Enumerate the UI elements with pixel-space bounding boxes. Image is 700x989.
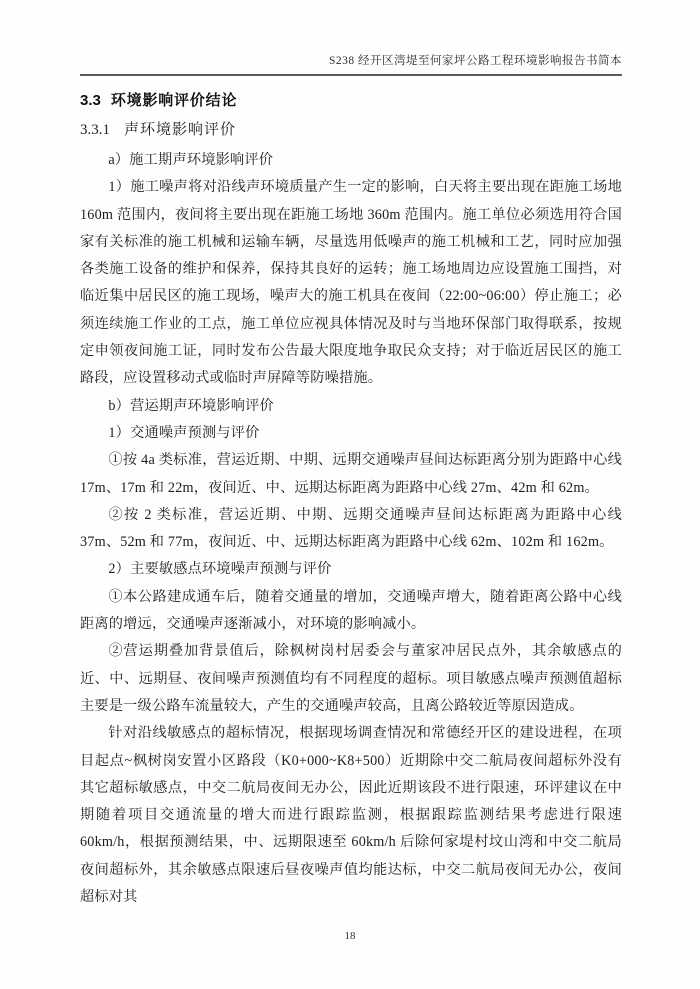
subsection-number: 3.3.1 <box>80 122 110 138</box>
paragraph: 2）主要敏感点环境噪声预测与评价 <box>108 561 332 578</box>
subsection-heading <box>80 119 622 141</box>
header-rule <box>80 74 622 76</box>
page-number: 18 <box>344 930 356 942</box>
paragraph: 1）施工噪声将对沿线声环境质量产生一定的影响，白天将主要出现在距施工场地 160m 范围内，夜间将主要出现在距施工场地 360m 范围内。施工单位必须选用符合国家有关标准的施工机械和运输车辆，尽量选用低噪声的施工机械和工艺，同时应加强各类施工设备的维护和保养，保持其良好的运转；施工场地周边应设置施工围挡，对临近集中居民区的施工现场，噪声大的施工机具在夜间（22:00~06:00）停止施工；必须连续施工作业的工点，施工单位应视具体情况及时与当地环保部门取得联系，按规定申领夜间施工证，同时发布公告最大限度地争取民众支持；对于临近居民区的施工路段，应设置移动式或临时声屏障等防噪措施。 <box>80 179 622 387</box>
paragraph: 1）交通噪声预测与评价 <box>108 424 260 441</box>
page-content <box>80 0 622 911</box>
body-text <box>80 147 622 911</box>
paragraph: ①按 4a 类标准，营运近期、中期、远期交通噪声昼间达标距离分别为距路中心线 17m、17m 和 22m，夜间近、中、远期达标距离为距路中心线 27m、42m 和 62m。 <box>80 452 622 496</box>
section-number: 3.3 <box>80 92 101 109</box>
paragraph: b）营运期声环境影响评价 <box>108 397 274 414</box>
paragraph: ①本公路建成通车后，随着交通量的增加，交通噪声增大，随着距离公路中心线距离的增远，交通噪声逐渐减小，对环境的影响减小。 <box>80 588 622 633</box>
paragraph: 针对沿线敏感点的超标情况，根据现场调查情况和常德经开区的建设进程，在项目起点~枫树岗安置小区路段（K0+000~K8+500）近期除中交二航局夜间超标外没有其它超标敏感点，中交二航局夜间无办公，因此近期该段不进行限速，环评建议在中期随着项目交通流量的增大而进行跟踪监测，根据跟踪监测结果考虑进行限速 60km/h，根据预测结果，中、远期限速至 60km/h 后除何家堤村坟山湾和中交二航局夜间超标外，其余敏感点限速后昼夜噪声值均能达标，中交二航局夜间无办公，夜间超标对其 <box>80 725 622 906</box>
paragraph: ②按 2 类标准，营运近期、中期、远期交通噪声昼间达标距离为距路中心线 37m、52m 和 77m，夜间近、中、远期达标距离为距路中心线 62m、102m 和 162m。 <box>80 506 622 551</box>
section-title: 环境影响评价结论 <box>110 92 238 109</box>
paragraph: a）施工期声环境影响评价 <box>108 152 274 168</box>
subsection-title: 声环境影响评价 <box>124 122 237 138</box>
section-heading <box>80 90 622 112</box>
paragraph: ②营运期叠加背景值后，除枫树岗村居委会与董家冲居民点外，其余敏感点的近、中、远期昼、夜间噪声预测值均有不同程度的超标。项目敏感点噪声预测值超标主要是一级公路车流量较大，产生的交通噪声较高，且离公路较近等原因造成。 <box>80 643 622 714</box>
running-head: S238 经开区湾堤至何家坪公路工程环境影响报告书简本 <box>328 55 622 67</box>
